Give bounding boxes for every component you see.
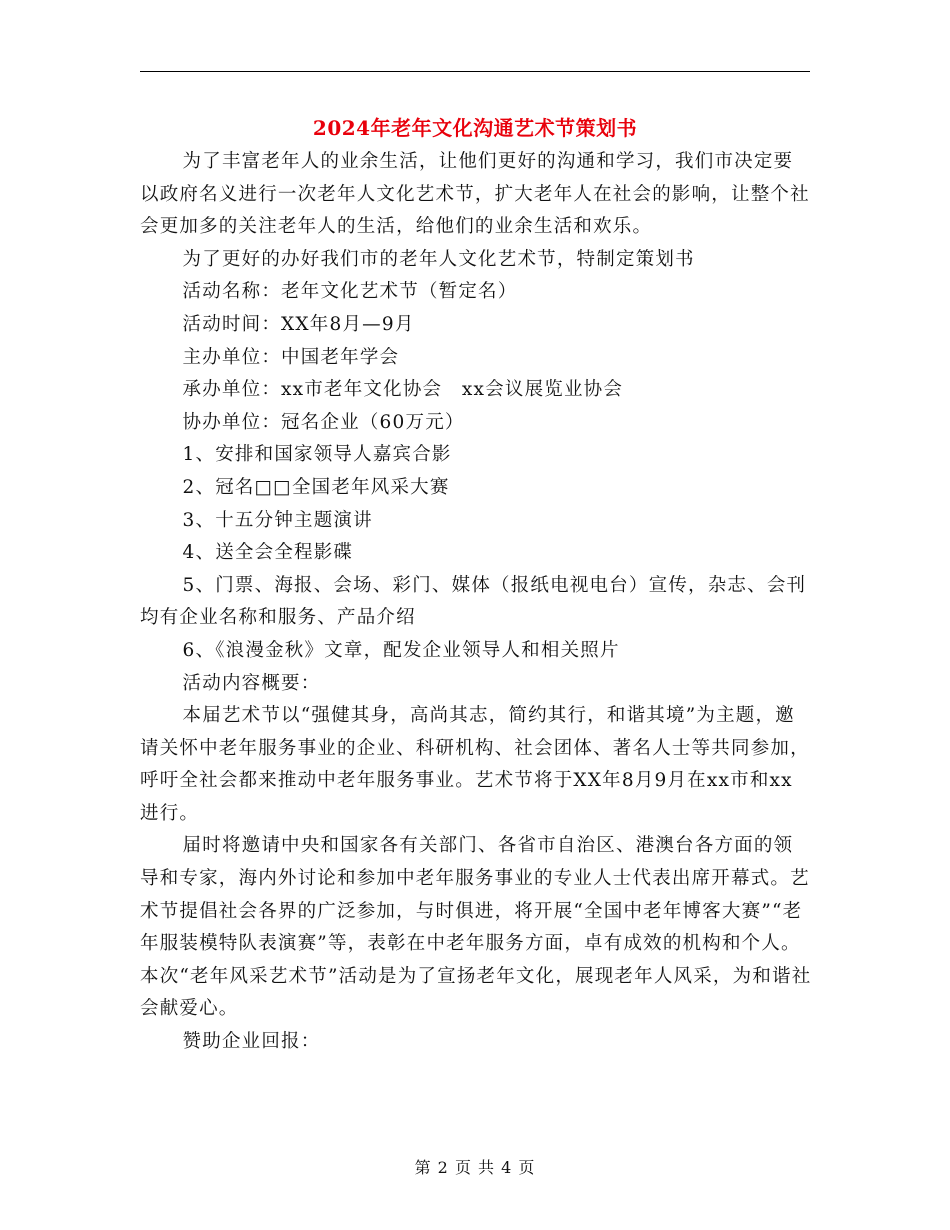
document-body — [140, 146, 812, 1059]
list-item: 5、门票、海报、会场、彩门、媒体（报纸电视电台）宣传，杂志、会刊均有企业名称和服务、产品介绍 — [140, 574, 807, 629]
paragraph-theme: 本届艺术节以“强健其身，高尚其志，简约其行，和谐其境”为主题，邀请关怀中老年服务事业的企业、科研机构、社会团体、著名人士等共同参加，呼吁全社会都来推动中老年服务事业。艺术节将于XX年8月9月在xx市和xx进行。 — [140, 705, 810, 824]
document-title: 2024年老年文化沟通艺术节策划书 — [312, 116, 638, 140]
list-item: 3、十五分钟主题演讲 — [182, 509, 373, 531]
list-item: 2、冠名□□全国老年风采大赛 — [182, 476, 450, 498]
paragraph-intro: 为了丰富老年人的业余生活，让他们更好的沟通和学习，我们市决定要以政府名义进行一次老年人文化艺术节，扩大老年人在社会的影响，让整个社会更加多的关注老年人的生活，给他们的业余生活和欢乐。 — [140, 151, 810, 238]
activity-name: 活动名称：老年文化艺术节（暂定名） — [182, 281, 518, 303]
list-item: 6、《浪漫金秋》文章，配发企业领导人和相关照片 — [182, 639, 620, 661]
list-item: 4、送全会全程影碟 — [182, 542, 354, 564]
organizer-unit: 承办单位：xx市老年文化协会 xx会议展览业协会 — [182, 379, 624, 401]
co-organizer-unit: 协办单位：冠名企业（60万元） — [182, 411, 465, 433]
paragraph-invitation: 届时将邀请中央和国家各有关部门、各省市自治区、港澳台各方面的领导和专家，海内外讨论和参加中老年服务事业的专业人士代表出席开幕式。艺术节提倡社会各界的广泛参加，与时俱进，将开展“全国中老年博客大赛”“老年服装模特队表演赛”等，表彰在中老年服务方面，卓有成效的机构和个人。本次“老年风采艺术节”活动是为了宣扬老年文化，展现老年人风采，为和谐社会献爱心。 — [140, 835, 812, 1020]
paragraph-purpose: 为了更好的办好我们市的老年人文化艺术节，特制定策划书 — [182, 248, 695, 270]
host-unit: 主办单位：中国老年学会 — [182, 346, 400, 368]
page-footer: 第 2 页 共 4 页 — [414, 1158, 536, 1177]
list-item: 1、安排和国家领导人嘉宾合影 — [182, 444, 452, 466]
header-rule — [140, 71, 810, 72]
activity-time: 活动时间：XX年8月—9月 — [182, 313, 415, 335]
section-heading-overview: 活动内容概要： — [182, 672, 321, 694]
section-heading-sponsor: 赞助企业回报： — [182, 1031, 321, 1053]
